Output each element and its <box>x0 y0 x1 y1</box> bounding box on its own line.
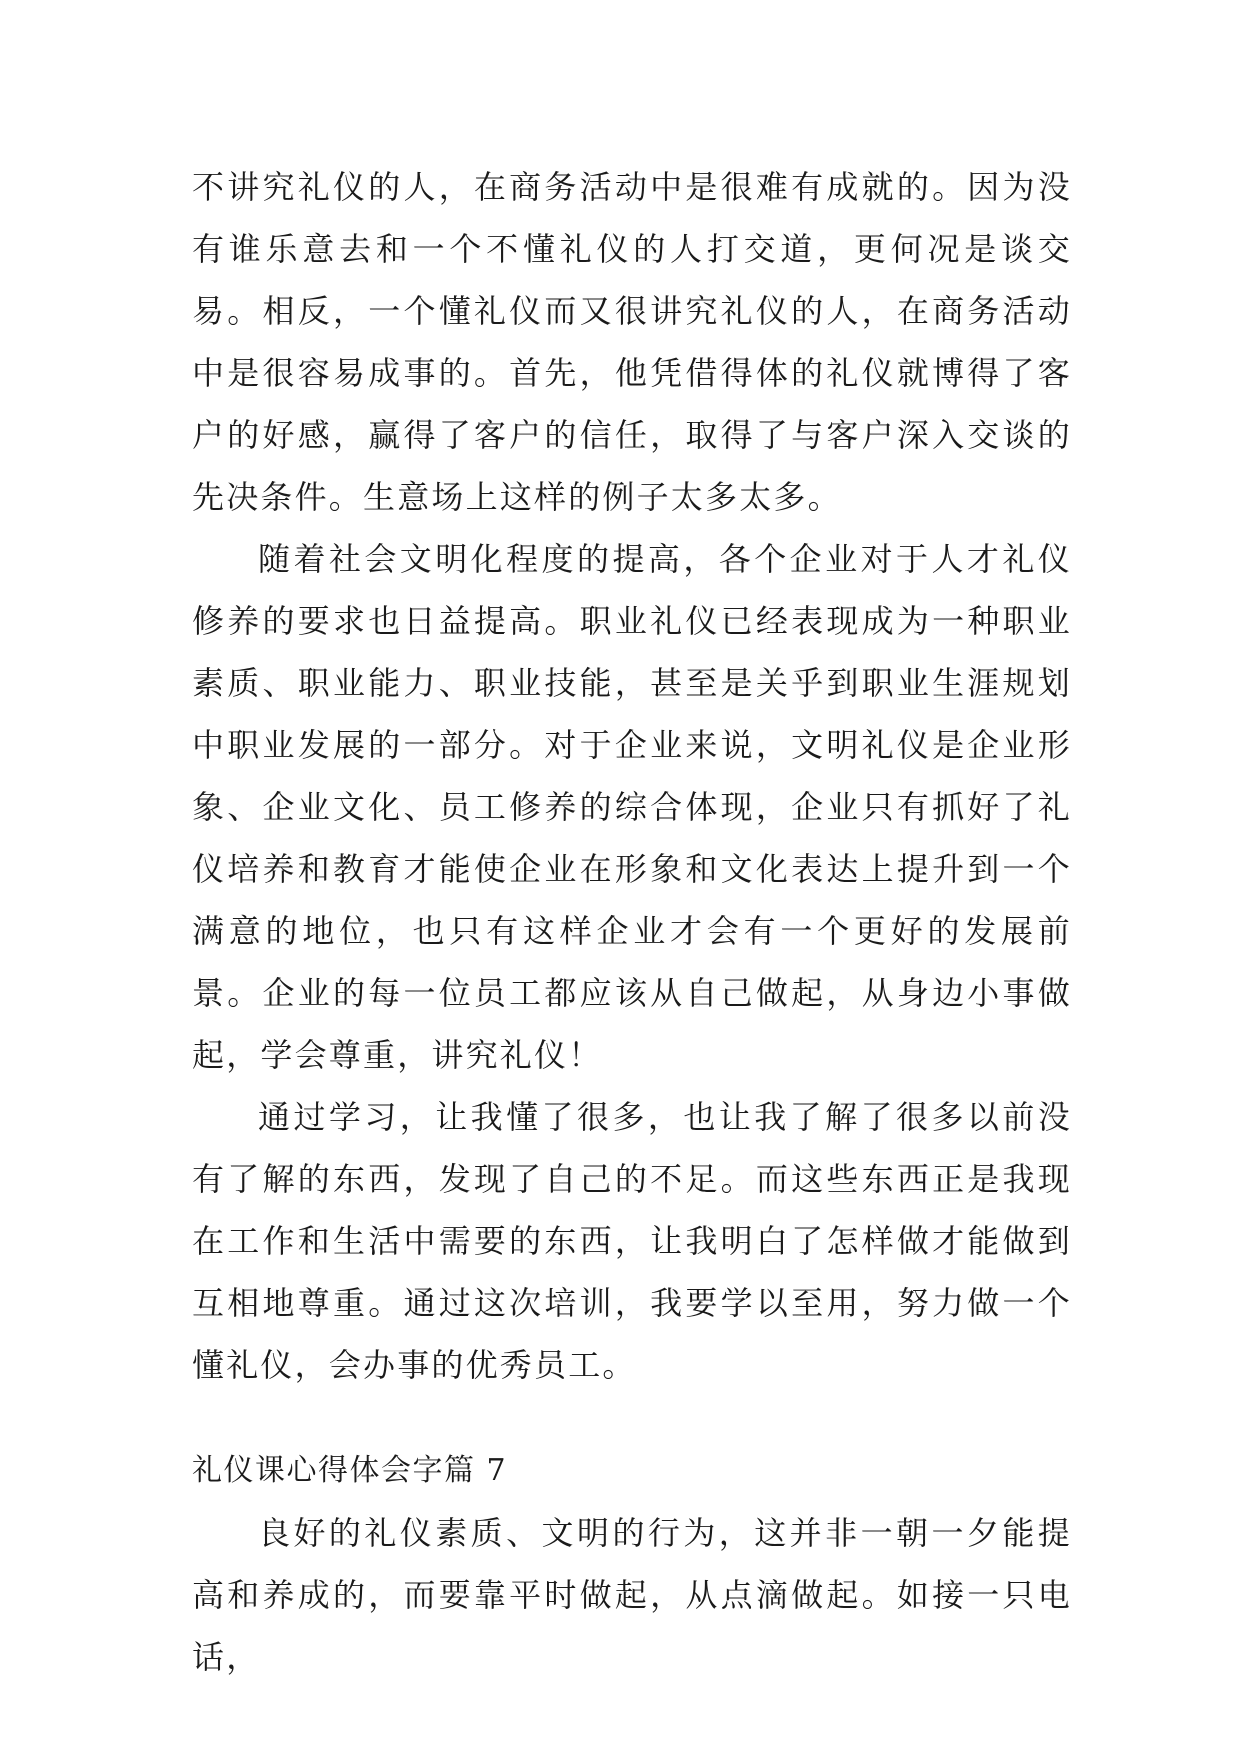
paragraph-1: 不讲究礼仪的人，在商务活动中是很难有成就的。因为没有谁乐意去和一个不懂礼仪的人打交道，更何况是谈交易。相反，一个懂礼仪而又很讲究礼仪的人，在商务活动中是很容易成事的。首先，他凭借得体的礼仪就博得了客户的好感，赢得了客户的信任，取得了与客户深入交谈的先决条件。生意场上这样的例子太多太多。 <box>192 168 1072 516</box>
paragraph-2: 随着社会文明化程度的提高，各个企业对于人才礼仪修养的要求也日益提高。职业礼仪已经表现成为一种职业素质、职业能力、职业技能，甚至是关乎到职业生涯规划中职业发展的一部分。对于企业来说，文明礼仪是企业形象、企业文化、员工修养的综合体现，企业只有抓好了礼仪培养和教育才能使企业在形象和文化表达上提升到一个满意的地位，也只有这样企业才会有一个更好的发展前景。企业的每一位员工都应该从自己做起，从身边小事做起，学会尊重，讲究礼仪！ <box>192 540 1072 1074</box>
paragraph-3: 通过学习，让我懂了很多，也让我了解了很多以前没有了解的东西，发现了自己的不足。而这些东西正是我现在工作和生活中需要的东西，让我明白了怎样做才能做到互相地尊重。通过这次培训，我要学以至用，努力做一个懂礼仪，会办事的优秀员工。 <box>192 1098 1072 1384</box>
section-paragraph: 良好的礼仪素质、文明的行为，这并非一朝一夕能提高和养成的，而要靠平时做起，从点滴做起。如接一只电话， <box>192 1514 1072 1676</box>
section-heading: 礼仪课心得体会字篇 7 <box>192 1453 508 1488</box>
document-body <box>192 156 1072 1688</box>
